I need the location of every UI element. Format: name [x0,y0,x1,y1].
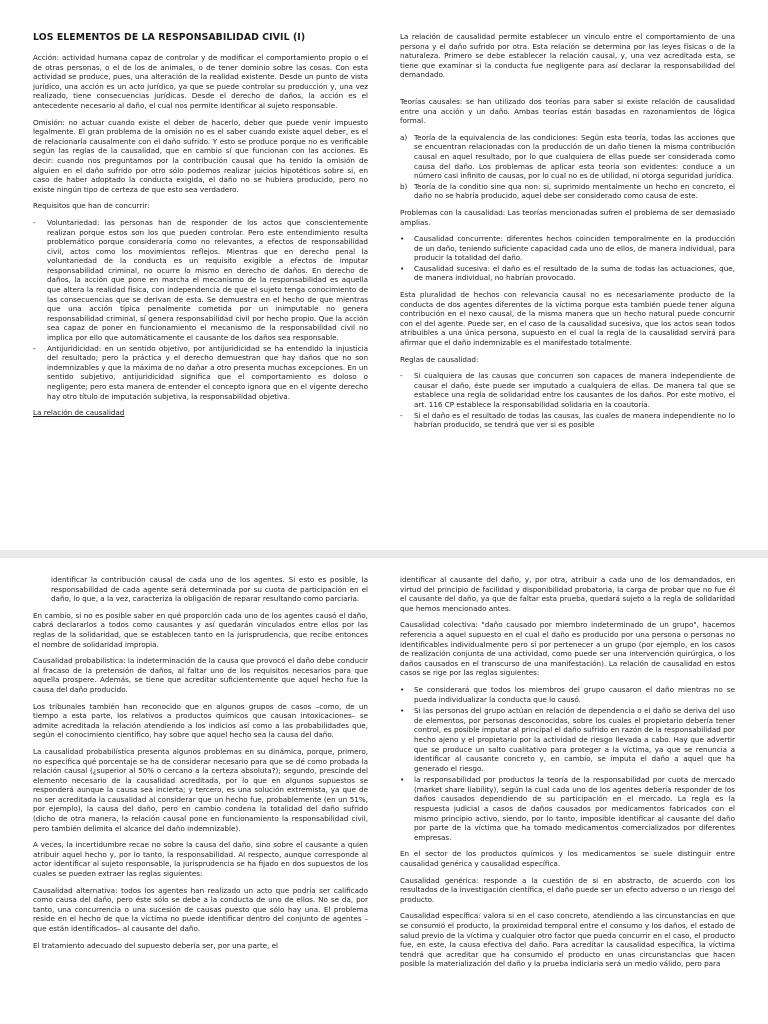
list-item [33,344,368,402]
paragraph-requisitos: Requisitos que han de concurrir: [33,201,150,211]
bullet-marker: • [400,684,405,694]
spacer [400,87,735,97]
paragraph-sector-productos: En el sector de los productos químicos y los medicamentos se suele distinguir entre causalidad genérica y causalidad específica. [400,849,735,869]
bullet-marker: • [400,706,405,716]
page2-left-column [33,575,368,1024]
list-item-text: Voluntariedad: las personas han de responder de los actos que conscientemente realizan porque estos son los que pueden controlar. Pero este entendimiento resulta problemático porque consideraría como no relevantes, a efectos de responsabilidad civil, actos como los movimientos reflejos. Mientras que en derecho penal la voluntariedad de la conducta es un requisito exigible a efectos de imputar responsabilidad criminal, no ocurre lo mismo en derecho de daños. En derecho de daños, la acción que pone en marcha el mecanismo de la responsabilidad es aquella que altera la realidad física, con independencia de que el sujeto tenga conocimiento de las consecuencias que se derivan de esta. Se demuestra en el hecho de que mientras que una acción típica penalmente cometida por un inimputable no genera responsabilidad criminal, sí genera responsabilidad civil por hecho propio. Que la acción sea capaz de poner en funcionamiento el mecanismo de la responsabilidad civil no implica por ello que automáticamente el causante de los daños sea responsable. [47,217,368,343]
document-page-2 [0,558,768,1024]
paragraph-solidaridad: En cambio, si no es posible saber en qué proporción cada uno de los agentes causó el daño, cabrá declararlos a todos como causantes y así quedarán vinculados entre ellos por las reglas de la solidaridad, que se establecen tanto en la jurisprudencia, que recibe entonces el nombre de solidaridad impropia. [33,610,368,649]
list-item-text: Si las personas del grupo actúan en relación de dependencia o el daño se deriva del uso de elementos, por personas desconocidas, sobre los cuales el propietario debería tener control, es posible imputar al principal el daño sufrido en razón de la responsabilidad por hecho ajeno y el propietario por la actividad de riesgo llevada a cabo. Hay que advertir que se produce un salto cualitativo para proteger a la víctima, ya que se renuncia a identificar al causante concreto y, en cambio, se imputa el daño a aquel que ha generado el riesgo. [414,706,735,773]
letter-marker: b) [400,181,408,191]
dash-marker: - [400,410,403,420]
list-item-text: Antijuridicidad: en un sentido objetivo, por antijuridicidad se ha entendido la injusticia del resultado; pero la práctica y el derecho demuestran que hay daños que no son indemnizables y que la máxima de no dañar a otro presenta muchas excepciones. En un sentido subjetivo, antijuridicidad significa que el comportamiento es doloso o negligente; pero esta manera de entender el concepto ignora que en el vigente derecho hay otro título de imputación subjetiva, la responsabilidad objetiva. [47,343,368,401]
paragraph-causalidad-especifica: Causalidad específica: valora si en el caso concreto, atendiendo a las circunstancias en que se consumió el producto, la proximidad temporal entre el consumo y los daños, el estado de salud previo de la víctima y cualquier otro factor que pueda concurrir en el caso, el producto fue, en este, la causa efectiva del daño. Para acreditar la causalidad específica, la víctima tendrá que acreditar que ha consumido el producto en unas circunstancias que hacen posible la materialización del daño y la prueba indiciaria será un medio válido, pero para [400,911,735,969]
paragraph-identificar-causante: identificar al causante del daño, y, por otra, atribuir a cada uno de los demandados, en virtud del principio de facilidad y disponibilidad probatoria, la carga de probar que no fue él el causante del daño, ya que de faltar esta prueba, quedará sujeto a la regla de solidaridad que hemos mencionado antes. [400,575,735,613]
bullet-marker: • [400,234,405,244]
paragraph-reglas-intro: Reglas de causalidad: [400,354,479,364]
list-item [400,685,735,704]
rules-list [400,371,735,430]
document-title: LOS ELEMENTOS DE LA RESPONSABILIDAD CIVIL (I) [33,32,306,43]
list-item [400,264,735,283]
letter-marker: a) [400,132,408,142]
paragraph-omision: Omisión: no actuar cuando existe el deber de hacerlo, deber que puede venir impuesto legalmente. El gran problema de la omisión no es el saber cuando existe aquel deber, es el de relacionarla causalmente con el daño sufrido. Y esto se produce porque no es verificable según las reglas de la causalidad, que en cambio sí que funcionan con las acciones. Es decir: cuando nos preguntamos por la contribución causal que ha tenido la omisión de alguien en el daño sufrido por otro sólo podemos realizar juicios hipotéticos sobre si, en caso de haber adoptado la conducta exigida, el daño no se hubiera producido, pero no existe ningún tipo de certeza de que esto sea verdadero. [33,117,368,194]
dash-marker: - [33,217,36,227]
paragraph-continuation: identificar la contribución causal de cada uno de los agentes. Si esto es posible, la responsabilidad de cada agente será determinada por su cuota de participación en el daño, lo que, a la vez, caracteriza la obligación de reparar resultando como parciaria. [51,575,368,604]
bullet-marker: • [400,263,405,273]
paragraph-causalidad-generica: Causalidad genérica: responde a la cuestión de si en abstracto, de acuerdo con los resultados de la investigación científica, el daño puede ser un efecto adverso o un riesgo del producto. [400,875,735,904]
paragraph-tratamiento: El tratamiento adecuado del supuesto debería ser, por una parte, el [33,940,279,950]
requisitos-list [33,218,368,401]
page2-right-column [400,575,735,1024]
list-item-text: Causalidad concurrente: diferentes hechos coinciden temporalmente en la producción de un daño, teniendo suficiente capacidad cada uno de ellos, de manera individual, para producir la totalidad del daño. [414,234,735,263]
paragraph-causalidad-colectiva: Causalidad colectiva: "daño causado por miembro indeterminado de un grupo", hacemos referencia a aquel supuesto en el cual el daño es producido por una persona o personas no identificables individualmente pero sí por pertenecer a un grupo (por ejemplo, en los casos de realización conjunta de una actividad, como puede ser una intervención quirúrgica, o los daños causados en el transcurso de una manifestación). La relación de causalidad en estos casos se rige por las reglas siguientes: [400,620,735,678]
paragraph-problemas-probabilistica: La causalidad probabilística presenta algunos problemas en su dinámica, porque, primero, no especifica qué porcentaje se ha de considerar necesario para que se dé como probada la relación causal (¿superior al 50% o cercano a la certeza absoluta?); segundo, prescinde del elemento necesario de la causalidad acreditada, por lo que en algunos supuestos se responderá aunque la causa sea incierta; y tercero, es una solución extremista, ya que de no ser acreditada la causalidad al considerar que un hecho fue, probablemente (en un 51%, por ejemplo), la causa del daño, pero en cambio condena la totalidad del daño sufrido (dicho de otra manera, la relación causal pone en funcionamiento la responsabilidad civil, pero también delimita el alcance del daño indemnizable). [33,746,368,833]
list-item [33,218,368,343]
theories-list [400,133,735,201]
list-item-text: Teoría de la conditio sine qua non: si, suprimido mentalmente un hecho en concreto, el daño no se habría producido, aquel debe ser considerado como causa de este. [414,181,735,201]
paragraph-incertidumbre: A veces, la incertidumbre recae no sobre la causa del daño, sino sobre el causante a quien atribuir aquel hecho y, por lo tanto, la responsabilidad. Al respecto, aunque corresponde al actor identificar al sujeto responsable, la jurisprudencia se ha fijado en dos supuestos de los cuales se pueden extraer las reglas siguientes: [33,840,368,879]
list-item [400,133,735,181]
list-item [400,411,735,430]
list-item [400,775,735,842]
paragraph-teorias-causales: Teorías causales: se han utilizado dos teorías para saber si existe relación de causalidad entre una acción y un daño. Ambas teorías están basadas en razonamientos de lógica formal. [400,96,735,126]
list-item [400,706,735,773]
paragraph-causalidad-alternativa: Causalidad alternativa: todos los agentes han realizado un acto que podría ser calificado como causa del daño, pero éste sólo se debe a la conducta de uno de ellos. No se da, por tanto, una concurrencia o una sucesión de causas puesto que sólo hay una. El problema reside en el hecho de que la víctima no puede identificar dentro del conjunto de agentes –que están identificados– al causante del daño. [33,885,368,933]
list-item-text: Teoría de la equivalencia de las condiciones: Según esta teoría, todas las acciones que se encuentran relacionadas con la producción de un daño tienen la misma contribución causal en aquel resultado, por lo que cualquiera de ellas puede ser considerada como causa del daño. Los problemas de aplicar esta teoría son evidentes: conduce a un número casi infinito de causas, por lo cual no es de utilidad, ni otorga seguridad jurídica. [414,132,735,181]
problems-list [400,234,735,283]
paragraph-pluralidad: Esta pluralidad de hechos con relevancia causal no es necesariamente producto de la conducta de dos agentes diferentes de la víctima porque esta también puede tener alguna contribución en el nexo causal, de la misma manera que un hecho natural puede concurrir con el del agente. Puede ser, en el caso de la causalidad sucesiva, que los actos sean todos atribuibles a una única persona, supuesto en el cual la regla de la causalidad servirá para afirmar que el daño indemnizable es el manifestado totalmente. [400,290,735,348]
list-item-text: Si el daño es el resultado de todas las causas, las cuales de manera independiente no lo habrían producido, se tendrá que ver si es posible [414,410,735,430]
section-heading-causalidad: La relación de causalidad [33,408,125,418]
page1-right-column [400,32,735,544]
paragraph-relacion-causalidad: La relación de causalidad permite establecer un vínculo entre el comportamiento de una persona y el daño sufrido por otra. Esta relación se determina por las leyes físicas o de la naturaleza. Primero se debe establecer la relación causal, y, una vez acreditada esta, se tiene que examinar si la conducta fue negligente para así declarar la responsabilidad del demandado. [400,32,735,80]
list-item-text: Se considerará que todos los miembros del grupo causaron el daño mientras no se pueda individualizar la conducta que lo causó. [414,684,735,704]
list-item [400,234,735,263]
list-item-text: Causalidad sucesiva: el daño es el resultado de la suma de todas las actuaciones, que, de manera individual, no habrían provocado. [414,263,735,283]
list-item-text: la responsabilidad por productos la teoría de la responsabilidad por cuota de mercado (market share liability), según la cual cada uno de los agentes debería responder de los daños causados dependiendo de su participación en el mercado. La regla es la respuesta judicial a casos de daños causados por medicamentos fabricados con el mismo principio activo, siendo, por lo tanto, imposible identificar al causante del daño por parte de la víctima que ha tomado medicamentos comercializados por diferentes empresas. [414,775,735,842]
list-item [400,182,735,201]
list-item [400,371,735,409]
page1-left-column [33,32,368,544]
colectiva-rules-list [400,685,735,843]
paragraph-problemas: Problemas con la causalidad: Las teorías mencionadas sufren el problema de ser demasiado amplias. [400,207,735,227]
paragraph-accion: Acción: actividad humana capaz de controlar y de modificar el comportamiento propio o el de otras personas, o el de los de animales, o de tener dominio sobre las cosas. Con esta actividad se produce, pues, una alteración de la realidad existente. Desde un punto de vista jurídico, una acción es un acto jurídico, ya que se puede controlar su producción y, una vez realizado, tiene consecuencias jurídicas. Desde el derecho de daños, la acción es el antecedente necesario al daño, el cual nos permite identificar al sujeto responsable. [33,53,368,110]
list-item-text: Si cualquiera de las causas que concurren son capaces de manera independiente de causar el daño, éste puede ser imputado a cualquiera de ellas. De manera tal que se establece una regla de solidaridad entre los causantes de los daños. Por este motivo, el art. 116 CP establece la responsabilidad solidaria en la coautoría. [414,371,735,409]
bullet-marker: • [400,775,405,785]
dash-marker: - [33,343,36,353]
dash-marker: - [400,371,403,381]
paragraph-causalidad-probabilistica: Causalidad probabilística: la indeterminación de la causa que provocó el daño debe conducir al fracaso de la pretensión de daños, al faltar uno de los requisitos necesarios para que aquella prospere. Además, se tiene que acreditar suficientemente que aquel hecho fue la causa del daño producido. [33,656,368,694]
paragraph-tribunales: Los tribunales también han reconocido que en algunos grupos de casos –como, de un tiempo a esta parte, los relativos a productos químicos que causan intoxicaciones– se admite acreditada la relación atendiendo a los indicios así como a las probabilidades que, según el conocimiento científico, hay sobre que aquel hecho sea la causa del daño. [33,701,368,740]
